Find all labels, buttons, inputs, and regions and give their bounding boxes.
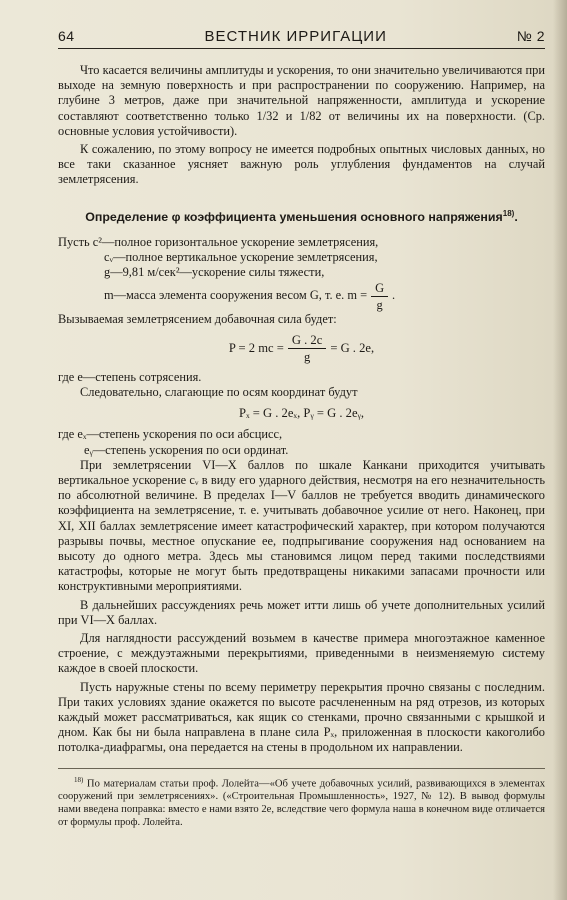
issue-number: № 2 [516,28,545,44]
footnotes [58,768,545,830]
components-text: Следовательно, слагающие по осям координат будут [80,384,358,399]
paragraph-walls: Пусть наружные стены по всему периметру перекрытия прочно связаны с последним. При таких условиях здание окажется по высоте расчлененным на ряд отрезов, из которых каждый может рассматриваться, как ящик со стенками, прочно связанными с крышкой и дном. Как бы ни была направлена в плане сила Pₓ, приложенная в плоскости какоголибо потолка-диафрагмы, она передается на стены в продольном их направлении. [58,679,545,755]
mass-fraction-denominator: g [376,297,383,312]
formula-force-fraction [288,333,326,364]
def-horizontal-accel: Пусть c²—полное горизонтальное ускорение землетрясения, [58,234,379,249]
def-mass-end: . [392,288,396,303]
paragraph-further: В дальнейших рассуждениях речь может итти лишь об учете дополнительных усилий при VI—X баллах. [58,597,545,627]
footnote-ref: 18) [502,208,515,218]
section-heading-end: . [514,209,518,224]
where-ex: где eₓ—степень ускорения по оси абсцисс, [58,427,283,442]
where-e: где e—степень сотрясения. [58,369,202,384]
mass-fraction-numerator: G [371,281,388,297]
definitions-block [58,235,545,312]
footnote-text: По материалам статьи проф. Лолейта—«Об учете добавочных усилий, развивающихся в элементах сооружений при землетрясениях». («Строительная Промышленность», 1927, № 12). В вывод формулы нами введена поправка: вместо e нами взято 2e, вследствие чего формула наша в конечном виде отличается от формулы проф. Лолейта. [58,778,545,829]
formula-force-right: = G . 2e, [330,340,375,355]
section-heading-text: Определение φ коэффициента уменьшения основного напряжения [85,209,503,224]
article-body [58,63,545,829]
section-heading [58,206,545,225]
def-vertical-accel: cᵥ—полное вертикальное ускорение землетрясения, [104,250,378,265]
def-mass-text: m—масса элемента сооружения весом G, т. е. m = [104,288,368,303]
footnote-18 [58,774,545,830]
paragraph-scale: При землетрясении VI—X баллов по шкале Канкани приходится учитывать вертикальное ускорение cᵥ в виду его ударного действия, несмотря на его незначительность по абсолютной величине. В пределах I—V баллов не требуется вводить динамического коэффициента на землетрясение, т. е. учитывать добавочное усилие от него. Наконец, при XI, XII баллах землетрясение имеет катастрофический характер, при котором получаются разрывы почвы, местное опускание ее, подпрыгивание сооружения над основанием на высоту до одного метра. Здесь мы становимся лицом перед такими последствиями катастрофы, которые не могут быть предотвращены никакими запасами прочности или конструктивными мероприятиями. [58,457,545,594]
running-header [58,28,545,49]
formula-force-left: P = 2 mc = [228,340,284,355]
paragraph-example: Для наглядности рассуждений возьмем в качестве примера многоэтажное каменное строение, с междуэтажными перекрытиями, приведенными в неизменяемую систему каждое в своей плоскости. [58,631,545,676]
def-mass [58,281,545,312]
formula-components: Pₓ = G . 2eₓ, Pᵧ = G . 2eᵧ, [238,406,365,421]
journal-title: ВЕСТНИК ИРРИГАЦИИ [204,28,387,45]
def-gravity: g—9,81 м/сек²—ускорение силы тяжести, [104,265,325,280]
paragraph-amplitude: Что касается величины амплитуды и ускорения, то они значительно увеличиваются при выходе на земную поверхность и при распространении по сооружению. Например, на глубине 3 метров, даже при значительной напряженности, амплитуда и ускорение составляют соответственно только 1/32 и 1/82 от величины их на поверхности. (Ср. основные условия устойчивости). [58,63,545,138]
added-force-text: Вызываемая землетрясением добавочная сила будет: [58,311,337,326]
where-components [58,427,545,457]
formula-force [58,333,545,364]
where-ey: eᵧ—степень ускорения по оси ординат. [84,442,289,457]
formula-force-denominator: g [303,349,311,364]
footnote-mark: 18) [74,775,84,784]
paragraph-regret: К сожалению, по этому вопросу не имеется подробных опытных числовых данных, но все таки сказанное уясняет важную роль углубления фундаментов на случай землетрясения. [58,142,545,187]
page-number: 64 [58,28,75,44]
formula-force-numerator: G . 2c [288,333,326,349]
mass-fraction [371,281,388,312]
